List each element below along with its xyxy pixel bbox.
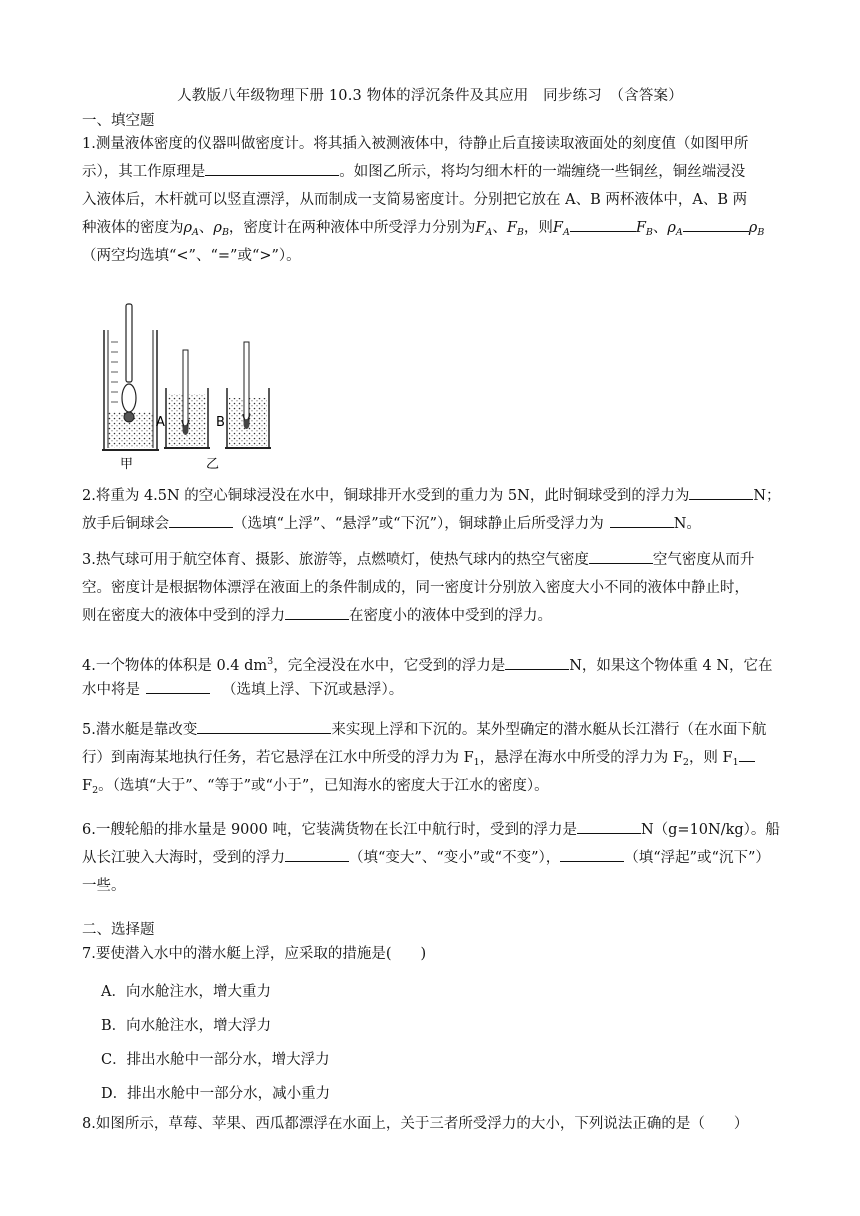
subscript-b: B [221,227,229,238]
question-7 [82,940,782,968]
answer-blank[interactable] [610,511,674,528]
q6-text: N（g=10N/kg）。船 [640,822,780,838]
q3-text: 3.热气球可用于航空体育、摄影、旅游等，点燃喷灯，使热气球内的热空气密度 [82,552,589,568]
q7-option-a[interactable]: A．向水舱注水，增大重力 [101,984,271,1000]
q5-text: 5.潜水艇是靠改变 [82,722,198,738]
q4-text: ，完全浸没在水中，它受到的浮力是 [273,658,506,674]
q3-text: 在密度小的液体中受到的浮力。 [349,608,552,624]
label-a: A [156,415,165,430]
symbol-rho: ρ [183,220,193,236]
symbol-f: F [506,220,517,236]
answer-blank[interactable] [589,547,653,564]
subscript-a: A [485,227,493,238]
label-jia: 甲 [120,457,134,472]
q3-line-2: 空。密度计是根据物体漂浮在液面上的条件制成的，同一密度计分别放入密度大小不同的液体中静止时， [82,580,749,596]
answer-blank[interactable] [739,745,755,762]
q4-text: 4.一个物体的体积是 0.4 dm [82,658,268,674]
q6-text: （填“变大”、“变小”或“不变”）， [349,850,561,866]
question-4 [82,648,782,704]
q4-text: N，如果这个物体重 4 N，它在 [569,658,773,674]
subscript-b: B [757,227,765,238]
q6-text: 从长江驶入大海时，受到的浮力 [82,850,285,866]
symbol-f: F [635,220,646,236]
q1-text: 种液体的密度为 [82,220,184,236]
q1-text: 。如图乙所示，将均匀细木杆的一端缠绕一些铜丝，铜丝端浸没 [339,164,746,180]
q3-line-1 [82,546,782,574]
separator: 、 [198,220,214,236]
q2-text: （选填“上浮”、“悬浮”或“下沉”），铜球静止后所受浮力为 [233,516,604,532]
subscript-b: B [645,227,653,238]
q7-option-d[interactable]: D．排出水舱中一部分水，减小重力 [101,1086,331,1102]
q8-stem: 8.如图所示，草莓、苹果、西瓜都漂浮在水面上，关于三者所受浮力的大小，下列说法正确的是（ ） [82,1116,749,1132]
q2-line-1 [82,482,782,510]
answer-blank[interactable] [197,717,331,734]
q5-text: ，则 F [688,750,733,766]
q1-line-4 [82,214,782,242]
cylinder-jia [102,304,159,450]
beaker-a [164,350,210,448]
q5-text: 行）到南海某地执行任务，若它悬浮在江水中所受的浮力为 F [82,750,474,766]
q2-text: N； [753,488,781,504]
answer-blank[interactable] [560,845,624,862]
question-1 [82,130,782,270]
q5-text: 来实现上浮和下沉的。某外型确定的潜水艇从长江潜行（在水面下航 [331,722,767,738]
q7-option-b[interactable]: B．向水舱注水，增大浮力 [101,1018,272,1034]
symbol-rho: ρ [748,220,758,236]
q2-text: N。 [673,516,701,532]
hydrometer-diagram [98,302,288,472]
q4-line-1 [82,648,782,676]
question-8 [82,1110,782,1138]
q6-line-3: 一些。 [82,878,126,894]
beaker-b [225,342,271,448]
subscript-1: 1 [473,757,480,768]
answer-blank[interactable] [570,215,636,232]
symbol-rho: ρ [667,220,676,236]
answer-blank[interactable] [169,511,233,528]
q2-text: 放手后铜球会 [82,516,169,532]
q5-text: ，悬浮在海水中所受的浮力为 F [479,750,683,766]
q3-line-3 [82,602,782,630]
subscript-b: B [516,227,524,238]
superscript: 3 [267,656,274,667]
q1-text: ，则 [523,220,553,236]
separator: 、 [652,220,668,236]
q4-line-2 [82,676,782,704]
subscript-1: 1 [732,757,739,768]
q2-line-2 [82,510,782,538]
question-3 [82,546,782,630]
q1-line-1: 1.测量液体密度的仪器叫做密度计。将其插入被测液体中，待静止后直接读取液面处的刻度值（如图甲所 [82,136,749,152]
symbol-f: F [475,220,486,236]
question-2 [82,482,782,538]
label-yi: 乙 [206,457,220,472]
q5-line-3 [82,772,782,800]
question-5 [82,716,782,800]
answer-blank[interactable] [205,159,339,176]
q1-text: 示），其工作原理是 [82,164,206,180]
page-title: 人教版八年级物理下册 10.3 物体的浮沉条件及其应用 同步练习 （含答案） [177,88,683,104]
q5-text: F [82,778,93,794]
subscript-a: A [675,227,683,238]
q5-line-2 [82,744,782,772]
q5-text: 。（选填“大于”、“等于”或“小于”，已知海水的密度大于江水的密度）。 [98,778,549,794]
answer-blank[interactable] [505,653,569,670]
q5-line-1 [82,716,782,744]
answer-blank[interactable] [689,483,753,500]
subscript-2: 2 [92,785,99,796]
q1-line-2 [82,158,782,186]
hydrometer-figure [98,302,288,472]
separator: 、 [492,220,507,236]
subscript-2: 2 [682,757,689,768]
q7-option-c[interactable]: C．排出水舱中一部分水，增大浮力 [101,1052,330,1068]
subscript-a: A [562,227,570,238]
answer-blank[interactable] [577,817,641,834]
symbol-rho: ρ [213,220,222,236]
q6-text: 6.一艘轮船的排水量是 9000 吨，它装满货物在长江中航行时，受到的浮力是 [82,822,577,838]
q6-text: （填“浮起”或“沉下”） [624,850,770,866]
question-6 [82,816,782,900]
q3-text: 则在密度大的液体中受到的浮力 [82,608,285,624]
q4-text: 水中将是 [82,682,140,698]
answer-blank[interactable] [285,603,349,620]
q1-text: ，密度计在两种液体中所受浮力分别为 [228,220,476,236]
q6-line-2 [82,844,782,872]
q1-line-5: （两空均选填“<”、“=”或“>”）。 [82,248,301,264]
answer-blank[interactable] [683,215,749,232]
q4-text: （选填上浮、下沉或悬浮）。 [222,682,404,698]
section-heading-choice: 二、选择题 [82,922,155,938]
answer-blank[interactable] [285,845,349,862]
q3-text: 空气密度从而升 [652,552,755,568]
q7-stem: 7.要使潜入水中的潜水艇上浮，应采取的措施是( ) [82,946,427,962]
symbol-f: F [552,220,563,236]
q2-text: 2.将重为 4.5N 的空心铜球浸没在水中，铜球排开水受到的重力为 5N，此时铜球受到的浮力为 [82,488,690,504]
q6-line-1 [82,816,782,844]
subscript-a: A [192,227,199,238]
q1-line-3: 入液体后，木杆就可以竖直漂浮，从而制成一支简易密度计。分别把它放在 A、B 两杯液体中，A、B 两 [82,192,748,208]
section-heading-fill-in: 一、填空题 [82,113,155,129]
label-b: B [216,415,225,430]
answer-blank[interactable] [146,677,210,694]
